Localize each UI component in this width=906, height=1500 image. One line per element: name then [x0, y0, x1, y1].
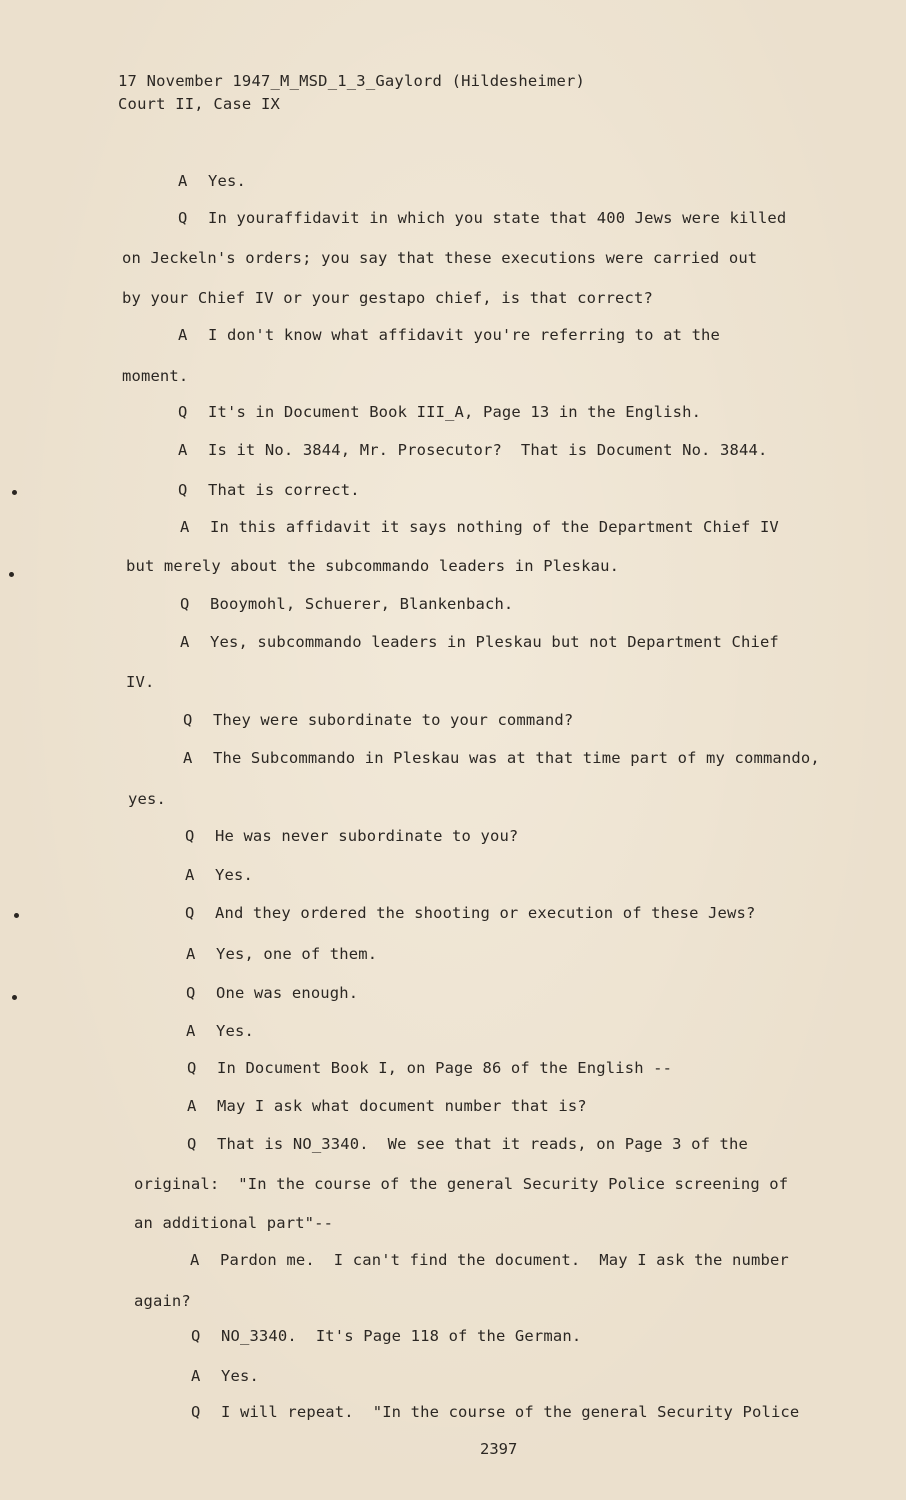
transcript-line [183, 711, 573, 729]
speaker-label: Q [185, 904, 195, 922]
transcript-line [187, 1059, 672, 1077]
line-text: The Subcommando in Pleskau was at that time part of my commando, [213, 749, 820, 767]
transcript-line [178, 326, 720, 344]
speaker-label: A [178, 441, 188, 459]
transcript-line [186, 945, 377, 963]
transcript-line [187, 1097, 587, 1115]
transcript-line [134, 1175, 788, 1193]
line-text: again? [134, 1292, 191, 1310]
document-header [118, 70, 585, 116]
line-text: May I ask what document number that is? [217, 1097, 587, 1115]
speaker-label: A [183, 749, 193, 767]
transcript-line [126, 557, 619, 575]
transcript-line [186, 984, 358, 1002]
line-text: That is NO_3340. We see that it reads, on Page 3 of the [217, 1135, 748, 1153]
line-text: Pardon me. I can't find the document. May I ask the number [220, 1251, 789, 1269]
speaker-label: Q [180, 595, 190, 613]
speaker-label: A [187, 1097, 197, 1115]
line-text: Yes, subcommando leaders in Pleskau but not Department Chief [210, 633, 779, 651]
transcript-line [180, 595, 513, 613]
speaker-label: A [186, 1022, 196, 1040]
line-text: on Jeckeln's orders; you say that these executions were carried out [122, 249, 758, 267]
header-court-line: Court II, Case IX [118, 95, 281, 113]
line-text: They were subordinate to your command? [213, 711, 574, 729]
speaker-label: Q [185, 827, 195, 845]
transcript-line [178, 172, 246, 190]
line-text: In youraffidavit in which you state that 400 Jews were killed [208, 209, 787, 227]
transcript-line [122, 289, 653, 307]
speaker-label: A [191, 1367, 201, 1385]
line-text: And they ordered the shooting or execution of these Jews? [215, 904, 756, 922]
transcript-line [185, 827, 518, 845]
transcript-line [126, 673, 154, 691]
transcript-line [186, 1022, 254, 1040]
speaker-label: Q [183, 711, 193, 729]
line-text: He was never subordinate to you? [215, 827, 519, 845]
speaker-label: A [190, 1251, 200, 1269]
margin-hole-mark [14, 913, 19, 918]
transcript-line [183, 749, 820, 767]
page-number: 2397 [480, 1440, 518, 1458]
line-text: Yes. [215, 866, 253, 884]
speaker-label: Q [178, 209, 188, 227]
speaker-label: Q [187, 1059, 197, 1077]
line-text: yes. [128, 790, 166, 808]
speaker-label: Q [178, 481, 188, 499]
transcript-line [187, 1135, 748, 1153]
transcript-line [178, 209, 786, 227]
speaker-label: A [178, 326, 188, 344]
speaker-label: Q [191, 1327, 201, 1345]
transcript-line [185, 866, 253, 884]
speaker-label: A [186, 945, 196, 963]
header-date-line: 17 November 1947_M_MSD_1_3_Gaylord (Hildesheimer) [118, 72, 586, 90]
margin-hole-mark [12, 490, 17, 495]
line-text: I don't know what affidavit you're referring to at the [208, 326, 721, 344]
speaker-label: A [180, 633, 190, 651]
line-text: by your Chief IV or your gestapo chief, is that correct? [122, 289, 653, 307]
transcript-line [134, 1292, 191, 1310]
line-text: Yes. [221, 1367, 259, 1385]
line-text: Yes. [216, 1022, 254, 1040]
line-text: One was enough. [216, 984, 359, 1002]
speaker-label: Q [186, 984, 196, 1002]
line-text: Yes. [208, 172, 246, 190]
transcript-line [178, 441, 767, 459]
transcript-line [191, 1403, 799, 1421]
transcript-line [128, 790, 166, 808]
line-text: Booymohl, Schuerer, Blankenbach. [210, 595, 514, 613]
speaker-label: Q [187, 1135, 197, 1153]
line-text: In this affidavit it says nothing of the Department Chief IV [210, 518, 779, 536]
line-text: That is correct. [208, 481, 360, 499]
line-text: but merely about the subcommando leaders in Pleskau. [126, 557, 620, 575]
speaker-label: A [185, 866, 195, 884]
margin-hole-mark [12, 995, 17, 1000]
line-text: original: "In the course of the general Security Police screening of [134, 1175, 789, 1193]
transcript-line [191, 1327, 581, 1345]
transcript-line [122, 249, 757, 267]
line-text: It's in Document Book III_A, Page 13 in the English. [208, 403, 702, 421]
transcript-line [191, 1367, 259, 1385]
line-text: NO_3340. It's Page 118 of the German. [221, 1327, 582, 1345]
transcript-line [178, 403, 701, 421]
transcript-line [180, 633, 779, 651]
transcript-line [178, 481, 360, 499]
margin-hole-mark [9, 572, 14, 577]
transcript-line [122, 367, 188, 385]
speaker-label: A [180, 518, 190, 536]
speaker-label: Q [191, 1403, 201, 1421]
line-text: I will repeat. "In the course of the general Security Police [221, 1403, 800, 1421]
speaker-label: A [178, 172, 188, 190]
line-text: IV. [126, 673, 155, 691]
transcript-line [185, 904, 755, 922]
speaker-label: Q [178, 403, 188, 421]
transcript-line [180, 518, 779, 536]
transcript-line [134, 1214, 333, 1232]
line-text: moment. [122, 367, 189, 385]
line-text: In Document Book I, on Page 86 of the English -- [217, 1059, 673, 1077]
line-text: an additional part"-- [134, 1214, 334, 1232]
line-text: Is it No. 3844, Mr. Prosecutor? That is Document No. 3844. [208, 441, 768, 459]
line-text: Yes, one of them. [216, 945, 378, 963]
transcript-line [190, 1251, 789, 1269]
